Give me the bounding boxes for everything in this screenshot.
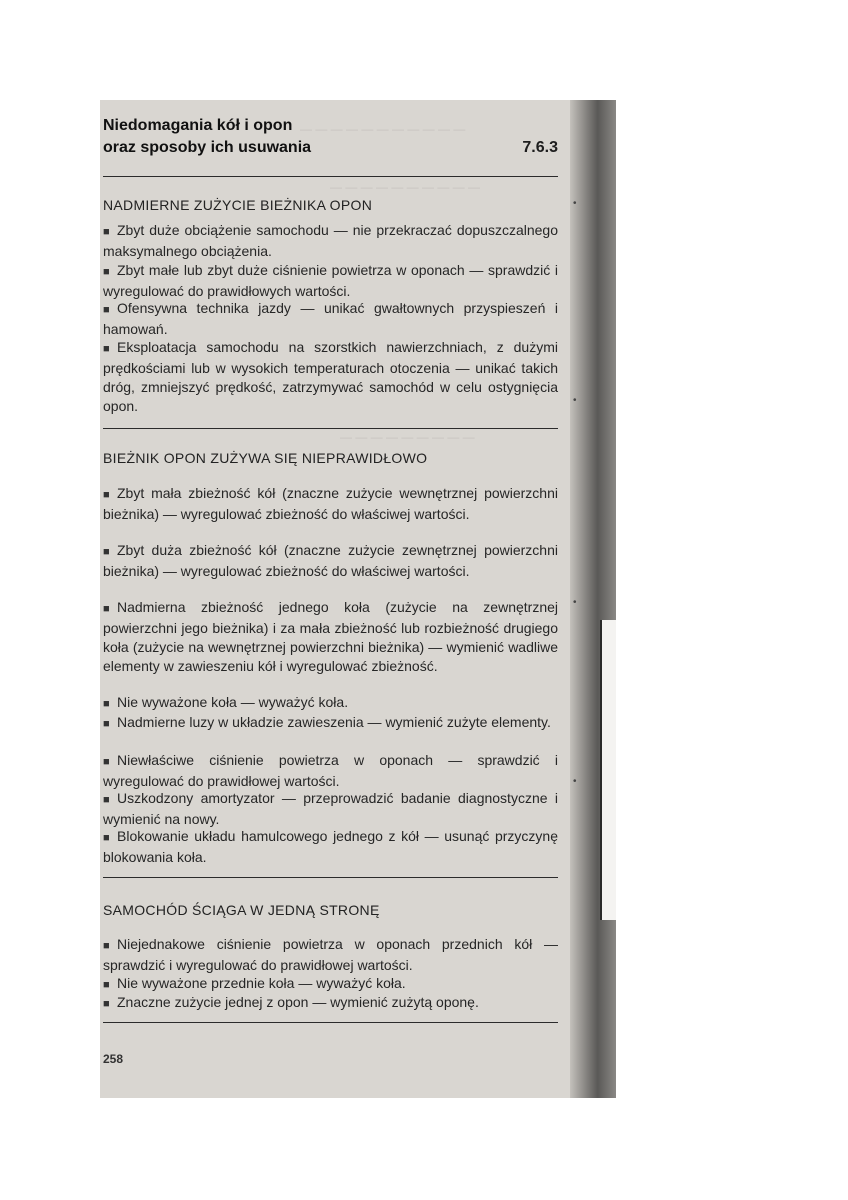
bullet-icon: ■ bbox=[103, 756, 110, 768]
list-item: ■ Eksploatacja samochodu na szorstkich nawierzchniach, z dużymi prędkościami lub w wysokich temperaturach otoczenia — unikać takich dróg, zmniejszyć prędkość, zatrzymywać samochód w celu ostygnięcia opon. bbox=[103, 339, 558, 414]
bullet-icon: ■ bbox=[103, 832, 110, 844]
bullet-icon: ■ bbox=[103, 343, 110, 355]
list-item: ■ Niewłaściwe ciśnienie powietrza w oponach — sprawdzić i wyregulować do prawidłowej wartości. bbox=[103, 752, 558, 789]
divider bbox=[103, 176, 558, 177]
list-item: ■ Zbyt duża zbieżność kół (znaczne zużycie zewnętrznej powierzchni bieżnika) — wyregulować zbieżność do właściwej wartości. bbox=[103, 542, 558, 579]
list-item: ■ Nie wyważone koła — wyważyć koła. bbox=[103, 693, 558, 714]
bullet-icon: ■ bbox=[103, 489, 110, 501]
scanned-page bbox=[100, 100, 616, 1098]
list-item: ■ Znaczne zużycie jednej z opon — wymienić zużytą oponę. bbox=[103, 993, 558, 1014]
facing-page-edge bbox=[600, 620, 616, 920]
bullet-icon: ■ bbox=[103, 266, 110, 278]
page-number: 258 bbox=[103, 1052, 124, 1066]
bullet-icon: ■ bbox=[103, 226, 110, 238]
bullet-icon: ■ bbox=[103, 603, 110, 615]
margin-speck: • bbox=[573, 395, 577, 406]
divider bbox=[103, 877, 558, 878]
section-heading: NADMIERNE ZUŻYCIE BIEŻNIKA OPON bbox=[103, 197, 373, 213]
bleed-through-text: — — — — — — — — — bbox=[340, 430, 475, 444]
bullet-icon: ■ bbox=[103, 979, 110, 991]
bullet-icon: ■ bbox=[103, 794, 110, 806]
list-item: ■ Uszkodzony amortyzator — przeprowadzić badanie diagnostyczne i wymienić na nowy. bbox=[103, 790, 558, 827]
list-item: ■ Niejednakowe ciśnienie powietrza w oponach przednich kół — sprawdzić i wyregulować do prawidłowej wartości. bbox=[103, 936, 558, 973]
section-title bbox=[103, 115, 558, 159]
margin-speck: • bbox=[573, 597, 577, 608]
section-heading: SAMOCHÓD ŚCIĄGA W JEDNĄ STRONĘ bbox=[103, 902, 380, 918]
list-item: ■ Zbyt mała zbieżność kół (znaczne zużycie wewnętrznej powierzchni bieżnika) — wyregulować zbieżność do właściwej wartości. bbox=[103, 485, 558, 522]
section-heading: BIEŻNIK OPON ZUŻYWA SIĘ NIEPRAWIDŁOWO bbox=[103, 450, 428, 466]
margin-speck: • bbox=[573, 776, 577, 787]
bullet-icon: ■ bbox=[103, 940, 110, 952]
margin-speck: • bbox=[573, 198, 577, 209]
section-number: 7.6.3 bbox=[522, 139, 558, 156]
bullet-icon: ■ bbox=[103, 304, 110, 316]
list-item: ■ Nadmierna zbieżność jednego koła (zużycie na zewnętrznej powierzchni jego bieżnika) i za mała zbieżność lub rozbieżność drugiego koła (zużycie na wewnętrznej powierzchni bieżnika) — wymienić wadliwe elementy w zawieszeniu kół i wyregulować zbieżność. bbox=[103, 599, 558, 674]
bleed-through-text: — — — — — — — — — — bbox=[330, 180, 481, 194]
list-item: ■ Nie wyważone przednie koła — wyważyć koła. bbox=[103, 974, 558, 995]
title-line-2: oraz sposoby ich usuwania bbox=[103, 139, 312, 156]
bullet-icon: ■ bbox=[103, 998, 110, 1010]
bullet-icon: ■ bbox=[103, 718, 110, 730]
list-item: ■ Zbyt małe lub zbyt duże ciśnienie powietrza w oponach — sprawdzić i wyregulować do prawidłowych wartości. bbox=[103, 262, 558, 299]
list-item: ■ Ofensywna technika jazdy — unikać gwałtownych przyspieszeń i hamowań. bbox=[103, 300, 558, 337]
divider bbox=[103, 428, 558, 429]
title-line-1: Niedomagania kół i opon bbox=[103, 117, 293, 134]
list-item: ■ Zbyt duże obciążenie samochodu — nie przekraczać dopuszczalnego maksymalnego obciążenia. bbox=[103, 222, 558, 259]
list-item: ■ Nadmierne luzy w układzie zawieszenia — wymienić zużyte elementy. bbox=[103, 713, 558, 734]
divider bbox=[103, 1022, 558, 1023]
bleed-through-text: — — — — — — — — — — — bbox=[300, 122, 466, 136]
bullet-icon: ■ bbox=[103, 698, 110, 710]
list-item: ■ Blokowanie układu hamulcowego jednego z kół — usunąć przyczynę blokowania koła. bbox=[103, 828, 558, 865]
bullet-icon: ■ bbox=[103, 546, 110, 558]
